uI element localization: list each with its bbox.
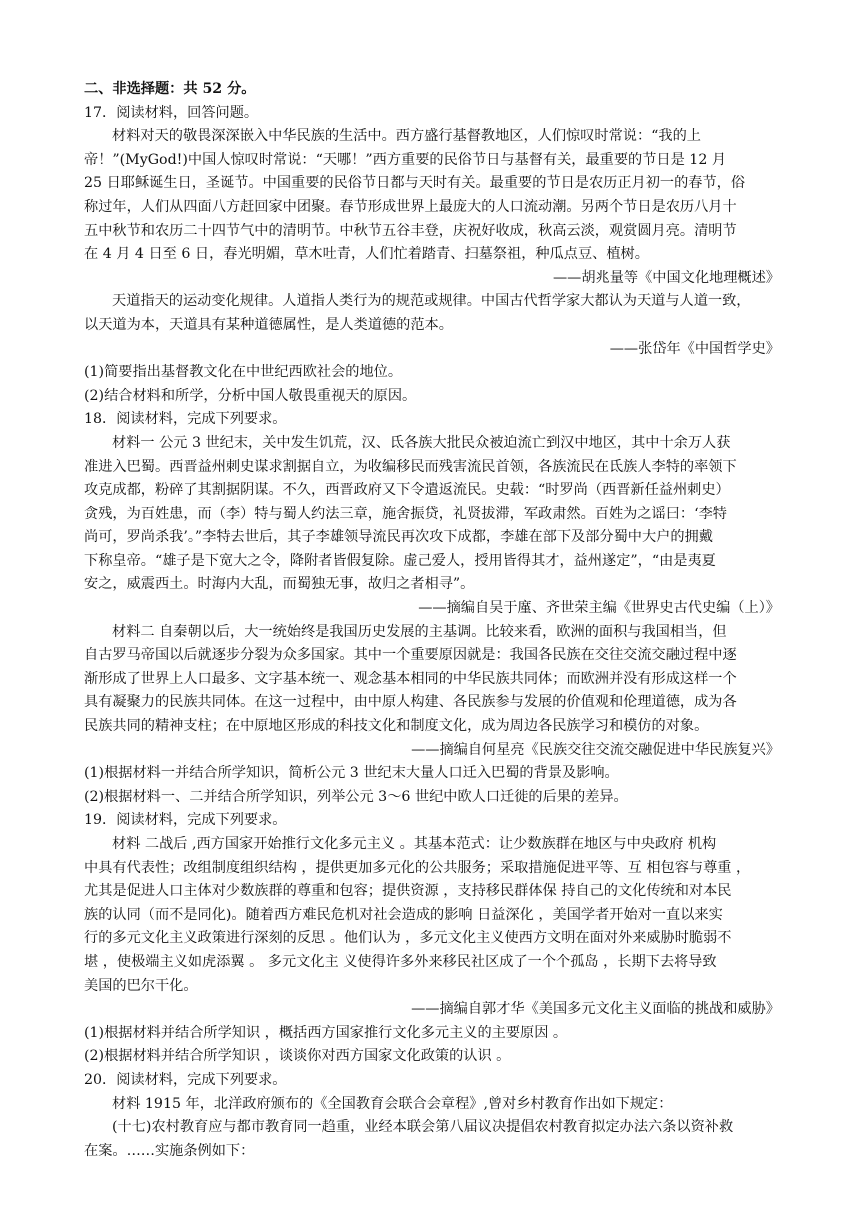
q19-material-line: 材料 二战后 ,西方国家开始推行文化多元主义 。其基本范式：让少数族群在地区与中央政府 机构 bbox=[112, 836, 717, 852]
q19-material-line: 中具有代表性；改组制度组织结构 ，提供更加多元化的公共服务；采取措施促进平等、互 相包容与尊重 ， bbox=[84, 859, 751, 876]
section-heading: 二、非选择题：共 52 分。 bbox=[84, 81, 256, 97]
q18-material1-line: 安之，威震西土。时海内大乱，而蜀独无事，故归之者相寻”。 bbox=[84, 576, 475, 593]
q18-material2-line: 自古罗马帝国以后就逐步分裂为众多国家。其中一个重要原因就是：我国各民族在交往交流交融过程中逐 bbox=[84, 647, 737, 664]
q18-material1-line: 下称皇帝。“雄子是下宽大之令，降附者皆假复除。虚己爱人，授用皆得其才，益州遂定”，“由是夷夏 bbox=[84, 552, 716, 569]
q17-material2-line: 以天道为本，天道具有某种道德属性，是人类道德的范本。 bbox=[84, 316, 453, 333]
q17-question-2: (2)结合材料和所学，分析中国人敬畏重视天的原因。 bbox=[84, 387, 417, 404]
q19-question-1: (1)根据材料并结合所学知识 ，概括西方国家推行文化多元主义的主要原因 。 bbox=[84, 1024, 568, 1041]
q18-material2-line: 民族共同的精神支柱；在中原地区形成的科技文化和制度文化，成为周边各民族学习和模仿的对象。 bbox=[84, 718, 709, 735]
q19-material-line: 行的多元文化主义政策进行深刻的反思 。他们认为 ，多元文化主义使西方文明在面对外来威胁时脆弱不 bbox=[84, 930, 732, 947]
q17-material-line: 材料对天的敬畏深深嵌入中华民族的生活中。西方盛行基督教地区，人们惊叹时常说：“我的上 bbox=[112, 128, 701, 145]
q17-title: 17．阅读材料，回答问题。 bbox=[84, 104, 259, 121]
q19-material-line: 族的认同（而不是同化)。随着西方难民危机对社会造成的影响 日益深化 ，美国学者开始对一直以来实 bbox=[84, 906, 723, 923]
q17-material-line: 在 4 月 4 日至 6 日，春光明媚，草木吐青，人们忙着踏青、扫墓祭祖，种瓜点豆、植树。 bbox=[84, 246, 649, 263]
q19-material-line: 美国的巴尔干化。 bbox=[84, 977, 198, 994]
q18-question-2: (2)根据材料一、二并结合所学知识，列举公元 3～6 世纪中欧人口迁徙的后果的差异。 bbox=[84, 788, 628, 805]
q19-question-2: (2)根据材料并结合所学知识 ，谈谈你对西方国家文化政策的认识 。 bbox=[84, 1048, 511, 1065]
q19-title: 19．阅读材料，完成下列要求。 bbox=[84, 812, 287, 829]
q17-material-line: 称过年，人们从四面八方赶回家中团聚。春节形成世界上最庞大的人口流动潮。另两个节日是农历八月十 bbox=[84, 198, 737, 215]
q20-material-line: 材料 1915 年，北洋政府颁布的《全国教育会联合会章程》,曾对乡村教育作出如下规定： bbox=[112, 1095, 673, 1112]
q17-material-line: 五中秋节和农历二十四节气中的清明节。中秋节五谷丰登，庆祝好收成，秋高云淡，观赏圆月亮。清明节 bbox=[84, 222, 737, 239]
q18-material1-line: 攻克成都，粉碎了其割据阴谋。不久，西晋政府又下令遣返流民。史载：“时罗尚（西晋新任益州刺史） bbox=[84, 482, 730, 499]
q17-material-line: 25 日耶稣诞生日，圣诞节。中国重要的民俗节日都与天时有关。最重要的节日是农历正月初一的春节，俗 bbox=[84, 175, 746, 192]
q19-material-line: 堪 ，使极端主义如虎添翼 。 多元文化主 义使得许多外来移民社区成了一个个孤岛 ，长期下去将导致 bbox=[84, 953, 717, 970]
q18-material2-line: 渐形成了世界上人口最多、文字基本统一、观念基本相同的中华民族共同体；而欧洲并没有形成这样一个 bbox=[84, 670, 737, 687]
q17-material2-line: 天道指天的运动变化规律。人道指人类行为的规范或规律。中国古代哲学家大都认为天道与人道一致， bbox=[112, 293, 751, 310]
q18-question-1: (1)根据材料一并结合所学知识，简析公元 3 世纪末大量人口迁入巴蜀的背景及影响。 bbox=[84, 765, 619, 782]
exam-page bbox=[84, 78, 780, 1163]
q18-material1-line: 贪残，为百姓患，而（李）特与蜀人约法三章，施舍振贷，礼贤拔滞，军政肃然。百姓为之谣曰：‘李特 bbox=[84, 505, 727, 522]
q18-material2-line: 具有凝聚力的民族共同体。在这一过程中，由中原人构建、各民族参与发展的价值观和伦理道德，成为各 bbox=[84, 694, 737, 711]
q18-source-2: ——摘编自何星亮《民族交往交流交融促进中华民族复兴》 bbox=[411, 741, 780, 758]
q20-material-line: 在案。……实施条例如下： bbox=[84, 1142, 255, 1159]
q20-title: 20．阅读材料，完成下列要求。 bbox=[84, 1071, 287, 1088]
q18-material1-line: 尚可，罗尚杀我’。”李特去世后，其子李雄领导流民再次攻下成都，李雄在部下及部分蜀中大户的拥戴 bbox=[84, 529, 713, 546]
q18-title: 18．阅读材料，完成下列要求。 bbox=[84, 411, 287, 428]
q18-material1-line: 材料一 公元 3 世纪末，关中发生饥荒，汉、氐各族大批民众被迫流亡到汉中地区，其中十余万人获 bbox=[112, 434, 731, 451]
q17-source-2: ——张岱年《中国哲学史》 bbox=[609, 340, 780, 357]
q17-source-1: ——胡兆量等《中国文化地理概述》 bbox=[552, 269, 780, 286]
q20-material-line: (十七)农村教育应与都市教育同一趋重，业经本联会第八届议决提倡农村教育拟定办法六条以资补救 bbox=[112, 1119, 734, 1136]
q18-source-1: ——摘编自吴于廑、齐世荣主编《世界史古代史编（上）》 bbox=[418, 600, 780, 617]
q17-material-line: 帝！”(MyGod!)中国人惊叹时常说：“天哪！”西方重要的民俗节日与基督有关，最重要的节日是 12 月 bbox=[84, 151, 727, 168]
q18-material2-line: 材料二 自秦朝以后，大一统始终是我国历史发展的主基调。比较来看，欧洲的面积与我国相当，但 bbox=[112, 623, 727, 640]
q17-question-1: (1)简要指出基督教文化在中世纪西欧社会的地位。 bbox=[84, 364, 403, 381]
q18-material1-line: 准进入巴蜀。西晋益州刺史谋求割据自立，为收编移民而残害流民首领，各族流民在氐族人李特的率领下 bbox=[84, 458, 737, 475]
q19-material-line: 尤其是促进人口主体对少数族群的尊重和包容；提供资源 ，支持移民群体保 持自己的文化传统和对本民 bbox=[84, 883, 732, 900]
q19-source: ——摘编自郭才华《美国多元文化主义面临的挑战和威胁》 bbox=[411, 1001, 780, 1018]
